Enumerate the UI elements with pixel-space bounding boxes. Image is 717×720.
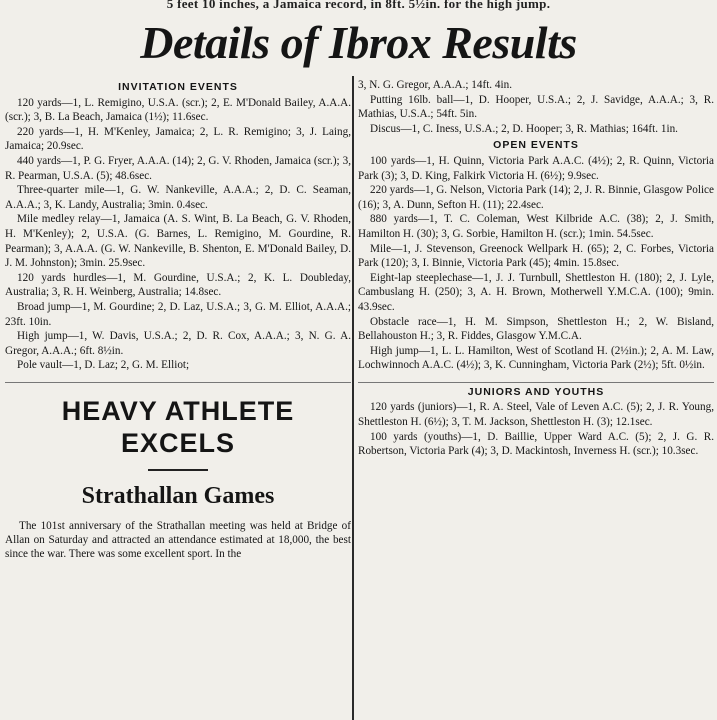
headline-line: EXCELS <box>120 427 236 458</box>
result-paragraph: 120 yards (juniors)—1, R. A. Steel, Vale of Leven A.C. (5); 2, J. R. Young, Shettleston H. (6½); 3, T. M. Jackson, Shettleston H. (3); 12.1sec. <box>358 401 714 429</box>
top-strip-text: 5 feet 10 inches, a Jamaica record, in 8ft. 5½in. for the high jump. <box>166 0 551 11</box>
result-paragraph: Putting 16lb. ball—1, D. Hooper, U.S.A.; 2, J. Savidge, A.A.A.; 3, R. Mathias, U.S.A.; 54ft. 5in. <box>358 93 714 121</box>
juniors-youths-head: JUNIORS AND YOUTHS <box>467 385 605 398</box>
column-rule <box>352 76 354 720</box>
result-paragraph: High jump—1, L. L. Hamilton, West of Scotland H. (2½in.); 2, A. M. Law, Lochwinnoch A.A.C. (4½); 3, K. Cunningham, Victoria Park (2½); 5ft. 0½in. <box>358 344 714 372</box>
result-paragraph: 220 yards—1, G. Nelson, Victoria Park (14); 2, J. R. Binnie, Glasgow Police (16); 3, A. Dunn, Sefton H. (11); 22.4sec. <box>358 184 714 211</box>
headline-divider <box>148 469 208 471</box>
result-paragraph: Mile—1, J. Stevenson, Greenock Wellpark H. (65); 2, C. Forbes, Victoria Park (120); 3, I. Binnie, Victoria Park (45); 4min. 15.8sec. <box>358 242 714 270</box>
result-paragraph: Eight-lap steeplechase—1, J. J. Turnbull, Shettleston H. (180); 2, J. Lyle, Cambuslang H. (250); 3, A. H. Brown, Motherwell Y.M.C.A. (100); 9min. 43.9sec. <box>358 271 714 313</box>
section-divider <box>358 382 714 383</box>
heavy-athlete-headline <box>5 395 351 459</box>
result-paragraph: 880 yards—1, T. C. Coleman, West Kilbride A.C. (38); 2, J. Smith, Hamilton H. (30); 3, G. Sorbie, Hamilton H. (scr.); 1min. 54.5sec. <box>358 213 714 240</box>
article-body: The 101st anniversary of the Strathallan meeting was held at Bridge of Allan on Saturday and attracted an attendance estimated at 18,000, the best since the war. There was some excellent sport. In the <box>5 519 351 560</box>
invitation-events-head: INVITATION EVENTS <box>118 81 238 93</box>
open-events-head: OPEN EVENTS <box>493 139 579 152</box>
headline-line: HEAVY ATHLETE <box>61 395 295 426</box>
result-paragraph: 220 yards—1, H. M'Kenley, Jamaica; 2, L. R. Remigino; 3, J. Laing, Jamaica; 20.9sec. <box>5 125 351 153</box>
right-column <box>358 78 714 720</box>
result-paragraph: High jump—1, W. Davis, U.S.A.; 2, D. R. Cox, A.A.A.; 3, N. G. A. Gregor, A.A.A.; 6ft. 8½in. <box>5 330 351 357</box>
strathallan-games-head: Strathallan Games <box>81 482 275 509</box>
result-paragraph: 100 yards—1, H. Quinn, Victoria Park A.A.C. (4½); 2, R. Quinn, Victoria Park (3); 3, D. King, Falkirk Victoria H. (6½); 9.9sec. <box>358 154 714 182</box>
section-divider <box>5 382 351 383</box>
result-paragraph: Mile medley relay—1, Jamaica (A. S. Wint, B. La Beach, G. V. Rhoden, H. M'Kenley); 2, U.S.A. (G. Barnes, L. Remigino, M. Gourdine, R. Pearman); 3, A.A.A. (G. W. Nankeville, B. Shenton, E. M'Donald Bailey, D. J. M. Johnston); 3min. 25.9sec. <box>5 213 351 270</box>
result-paragraph: Discus—1, C. Iness, U.S.A.; 2, D. Hooper; 3, R. Mathias; 164ft. 1in. <box>370 122 678 135</box>
result-paragraph: 120 yards hurdles—1, M. Gourdine, U.S.A.; 2, K. L. Doubleday, Australia; 3, R. H. Weinberg, Australia; 14.8sec. <box>5 271 351 299</box>
result-paragraph: Three-quarter mile—1, G. W. Nankeville, A.A.A.; 2, D. C. Seaman, A.A.A.; 3, K. Landy, Australia; 3min. 0.4sec. <box>5 184 351 211</box>
result-paragraph: Obstacle race—1, H. M. Simpson, Shettleston H.; 2, W. Bisland, Bellahouston H.; 3, R. Fiddes, Glasgow Y.M.C.A. <box>358 315 714 343</box>
result-paragraph: 120 yards—1, L. Remigino, U.S.A. (scr.); 2, E. M'Donald Bailey, A.A.A. (scr.); 3, B. La Beach, Jamaica (1½); 11.6sec. <box>5 96 351 124</box>
result-paragraph: 100 yards (youths)—1, D. Baillie, Upper Ward A.C. (5); 2, J. G. R. Robertson, Victoria Park (4); 3, D. Mackintosh, Inverness H. (scr.); 10.3sec. <box>358 430 714 458</box>
result-paragraph: Pole vault—1, D. Laz; 2, G. M. Elliot; <box>17 359 190 372</box>
page-headline: Details of Ibrox Results <box>140 17 577 68</box>
result-paragraph: 440 yards—1, P. G. Fryer, A.A.A. (14); 2, G. V. Rhoden, Jamaica (scr.); 3, R. Pearman, U.S.A. (5); 48.6sec. <box>5 154 351 182</box>
result-paragraph: 3, N. G. Gregor, A.A.A.; 14ft. 4in. <box>358 79 512 91</box>
result-paragraph: Broad jump—1, M. Gourdine; 2, D. Laz, U.S.A.; 3, G. M. Elliot, A.A.A.; 23ft. 10in. <box>5 300 351 328</box>
left-column <box>5 78 351 720</box>
